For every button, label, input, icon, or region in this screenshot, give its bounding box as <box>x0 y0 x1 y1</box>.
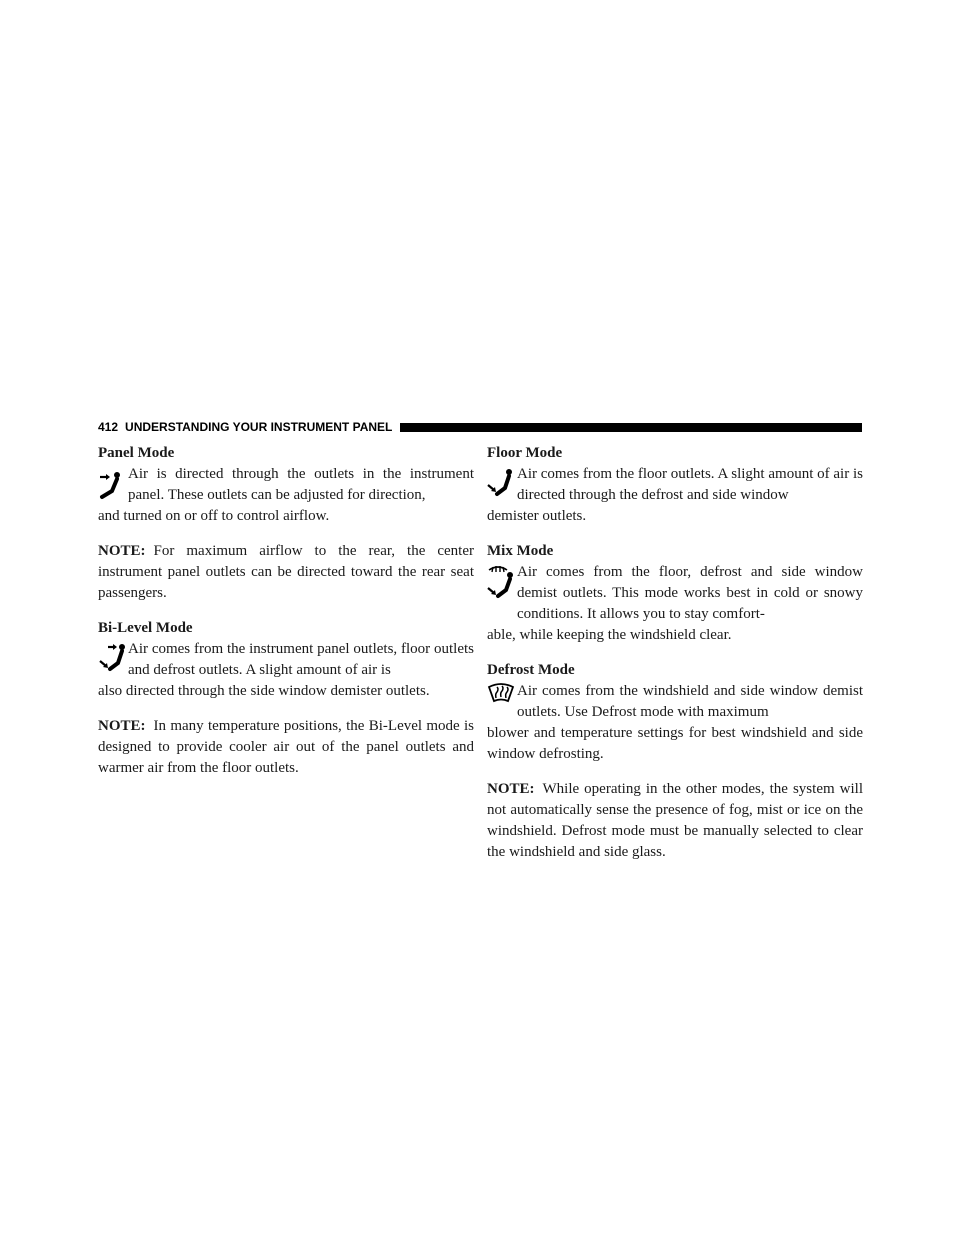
page-header <box>98 418 862 436</box>
section-title: UNDERSTANDING YOUR INSTRUMENT PANEL <box>125 420 393 434</box>
mix-mode-text: Air comes from the floor, defrost and side window demist outlets. This mode works best in cold or snowy conditions. It allows you to stay comfort- <box>517 564 863 622</box>
floor-mode-text-rest: demister outlets. <box>487 508 587 524</box>
note-paragraph <box>98 541 474 604</box>
mix-mode-text-rest: able, while keeping the windshield clear. <box>487 627 732 643</box>
mix-mode-section <box>487 541 863 646</box>
floor-mode-text: Air comes from the floor outlets. A slight amount of air is directed through the defrost and side window <box>517 466 863 503</box>
bi-level-mode-heading: Bi-Level Mode <box>98 620 193 636</box>
panel-mode-section <box>98 443 474 527</box>
bi-level-mode-section <box>98 618 474 702</box>
right-column <box>487 443 863 877</box>
panel-mode-text: Air is directed through the outlets in the instrument panel. These outlets can be adjusted for direction, <box>128 466 474 503</box>
bi-level-mode-icon <box>98 639 128 679</box>
mix-mode-heading: Mix Mode <box>487 543 554 559</box>
bi-level-mode-text: Air comes from the instrument panel outlets, floor outlets and defrost outlets. A slight amount of air is <box>128 641 474 678</box>
note-text: In many temperature positions, the Bi-Level mode is designed to provide cooler air out of the panel outlets and warmer air from the floor outlets. <box>98 718 474 776</box>
note-text: While operating in the other modes, the system will not automatically sense the presence of fog, mist or ice on the windshield. Defrost mode must be manually selected to clear the windshield and side glass. <box>487 781 863 860</box>
panel-mode-heading: Panel Mode <box>98 445 175 461</box>
floor-mode-section <box>487 443 863 527</box>
note-label: NOTE: <box>487 781 535 797</box>
floor-mode-heading: Floor Mode <box>487 445 563 461</box>
header-rule <box>400 423 862 432</box>
bi-level-mode-text-rest: also directed through the side window demister outlets. <box>98 683 430 699</box>
defrost-mode-section <box>487 660 863 765</box>
note-label: NOTE: <box>98 543 146 559</box>
note-label: NOTE: <box>98 718 146 734</box>
mix-mode-icon <box>487 562 517 602</box>
note-paragraph <box>487 779 863 863</box>
note-paragraph <box>98 716 474 779</box>
floor-mode-icon <box>487 464 517 504</box>
note-text: For maximum airflow to the rear, the center instrument panel outlets can be directed toward the rear seat passengers. <box>98 543 474 601</box>
defrost-mode-text-rest: blower and temperature settings for best windshield and side window defrosting. <box>487 725 863 762</box>
panel-mode-text-rest: and turned on or off to control airflow. <box>98 508 330 524</box>
left-column <box>98 443 474 793</box>
panel-mode-icon <box>98 464 128 504</box>
defrost-mode-text: Air comes from the windshield and side window demist outlets. Use Defrost mode with maximum <box>517 683 863 720</box>
defrost-mode-heading: Defrost Mode <box>487 662 575 678</box>
page-number: 412 <box>98 420 119 434</box>
defrost-mode-icon <box>487 681 517 721</box>
